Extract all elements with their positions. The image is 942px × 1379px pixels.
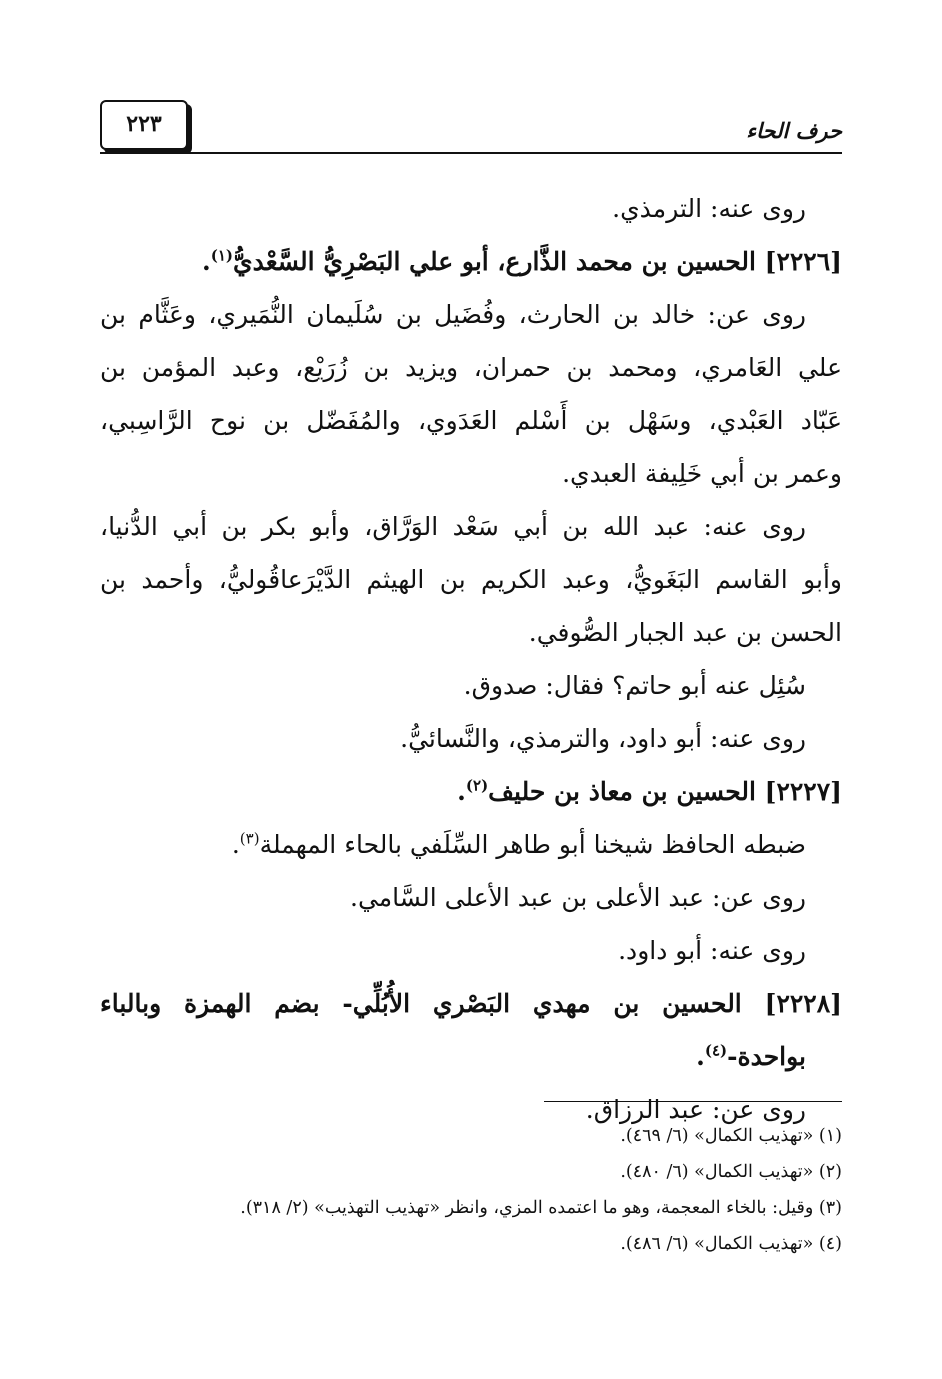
text-line: وأبو القاسم البَغَويُّ، وعبد الكريم بن الهيثم الدَّيْرَعاقُوليُّ، وأحمد بن: [100, 565, 842, 594]
entry-title: [٢٢٢٦] الحسين بن محمد الذَّارع، أبو علي البَصْرِيُّ السَّعْديُّ: [233, 247, 842, 276]
text-line: سُئِل عنه أبو حاتم؟ فقال: صدوق.: [463, 671, 806, 700]
main-text: [100, 182, 842, 1136]
text-line: روى عن: عبد الرزاق.: [585, 1095, 806, 1124]
page-number: ٢٢٣: [100, 100, 188, 150]
footnote-ref: (١): [210, 246, 233, 265]
text-end: .: [231, 830, 240, 859]
entry-end: .: [457, 777, 466, 806]
footnote: (٢) «تهذيب الكمال» (٦/ ٤٨٠).: [620, 1162, 842, 1182]
text-line: روى عنه: الترمذي.: [612, 194, 806, 223]
text-line: عَبّاد العَبْدي، وسَهْل بن أَسْلم العَدَوي، والمُفَضّل بن نوح الرَّاسِبي،: [100, 406, 842, 435]
footnote: (١) «تهذيب الكمال» (٦/ ٤٦٩).: [620, 1126, 842, 1146]
running-head: حرف الحاء: [746, 118, 842, 143]
footnote: (٤) «تهذيب الكمال» (٦/ ٤٨٦).: [620, 1234, 842, 1254]
footnote-rule: [544, 1101, 842, 1102]
footnote: (٣) وقيل: بالخاء المعجمة، وهو ما اعتمده المزي، وانظر «تهذيب التهذيب» (٢/ ٣١٨).: [240, 1198, 842, 1218]
entry-title: [٢٢٢٧] الحسين بن معاذ بن حليف: [488, 777, 842, 806]
text-line: [100, 818, 842, 871]
text-line: روى عن: عبد الأعلى بن عبد الأعلى السَّامي.: [350, 883, 806, 912]
footnotes: [100, 1118, 842, 1262]
entry-end: .: [696, 1042, 705, 1071]
footnote-ref: (٤): [704, 1041, 728, 1060]
text-span: ضبطه الحافظ شيخنا أبو طاهر السِّلَفي بالحاء المهملة: [259, 830, 806, 859]
text-line: روى عنه: عبد الله بن أبي سَعْد الوَرَّاق، وأبو بكر بن أبي الدُّنيا،: [100, 512, 806, 541]
entry-heading-2226: [100, 235, 842, 288]
text-line: روى عنه: أبو داود، والترمذي، والنَّسائيُّ.: [400, 724, 806, 753]
entry-title: بواحدة-: [727, 1042, 806, 1071]
text-line: الحسن بن عبد الجبار الصُّوفي.: [528, 618, 842, 647]
footnote-ref: (٣): [239, 829, 260, 848]
entry-end: .: [202, 247, 211, 276]
text-line: علي العَامري، ومحمد بن حمران، ويزيد بن زُرَيْع، وعبد المؤمن بن: [100, 353, 842, 382]
text-line: روى عنه: أبو داود.: [618, 936, 806, 965]
header-rule: [100, 152, 842, 154]
entry-heading-2228-cont: [100, 1030, 842, 1083]
text-line: وعمر بن أبي خَلِيفة العبدي.: [562, 459, 842, 488]
entry-heading-2227: [100, 765, 842, 818]
entry-heading-2228: [٢٢٢٨] الحسين بن مهدي البَصْري الأُبُلِّي- بضم الهمزة وبالباء: [100, 989, 842, 1018]
footnote-ref: (٢): [465, 776, 489, 795]
text-line: روى عن: خالد بن الحارث، وفُضَيل بن سُلَيمان النُّمَيري، وعَثَّام بن: [100, 300, 806, 329]
